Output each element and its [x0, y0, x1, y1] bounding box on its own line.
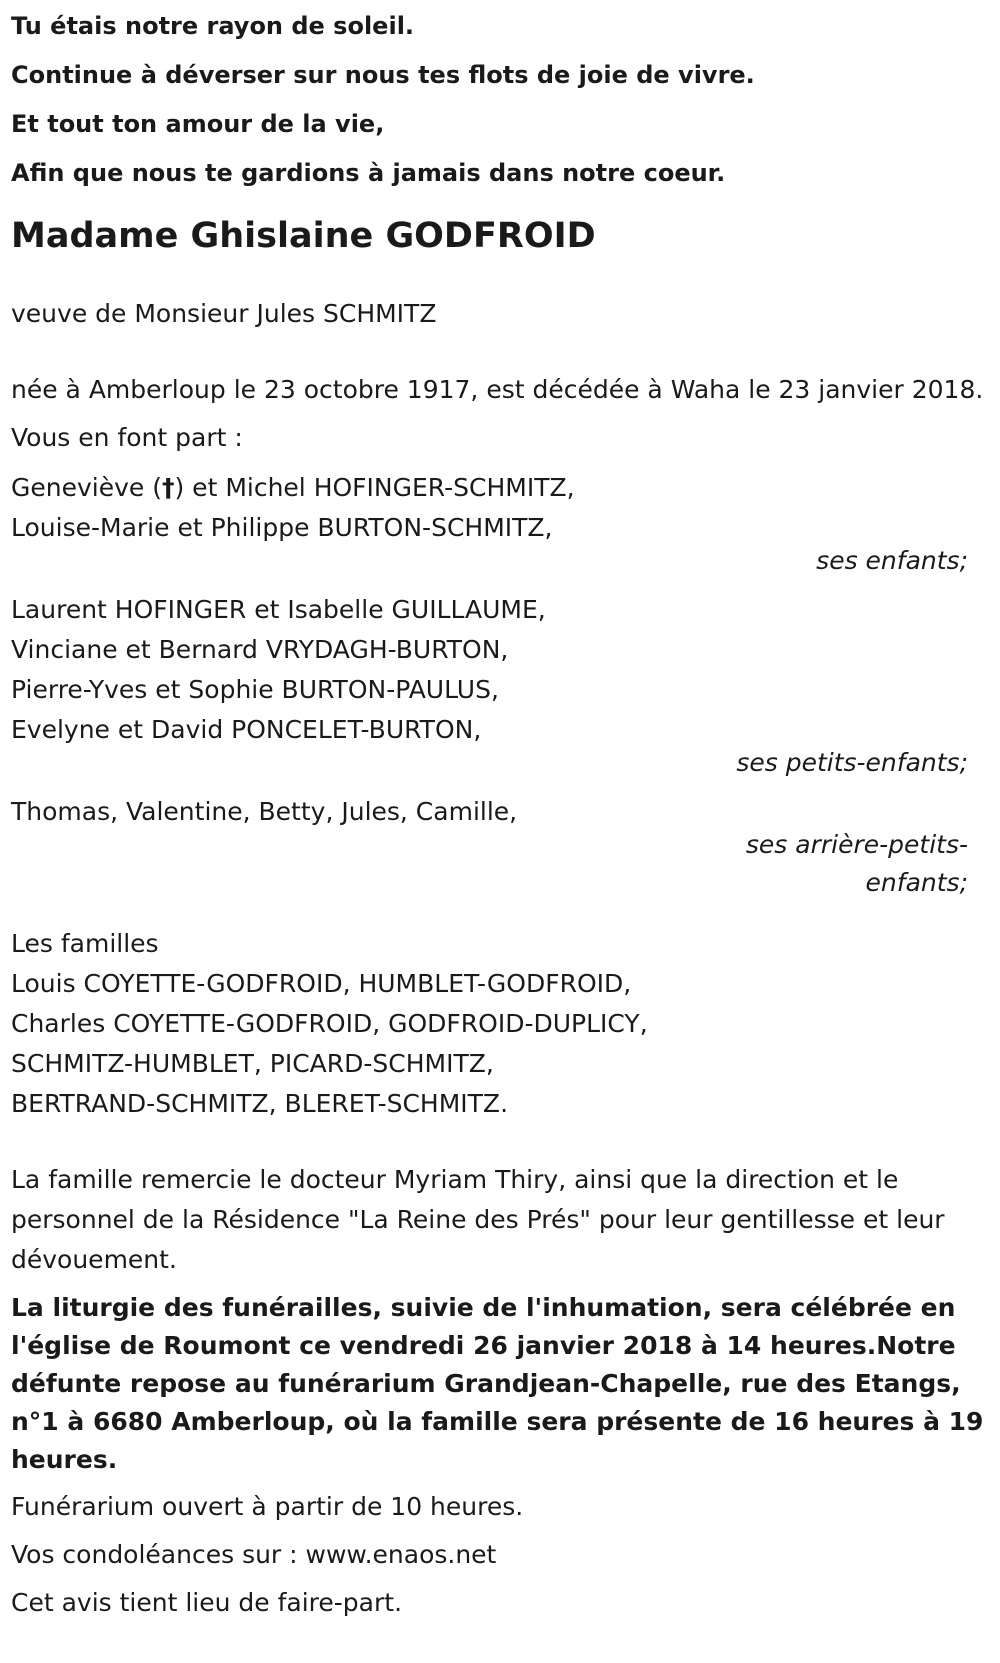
great-grandchildren-line: Thomas, Valentine, Betty, Jules, Camille, [11, 797, 518, 826]
notice-line: Cet avis tient lieu de faire-part. [11, 1588, 403, 1617]
grandchildren-role: ses petits-enfants; [736, 748, 968, 777]
children-line-1 [11, 468, 988, 508]
grandchildren-line: Pierre-Yves et Sophie BURTON-PAULUS, [11, 675, 499, 704]
great-grandchildren-role-line-1: ses arrière-petits- [745, 830, 968, 859]
great-grandchildren-role-line-2: enfants; [865, 868, 968, 897]
poem [11, 0, 988, 198]
poem-line: Continue à déverser sur nous tes flots de joie de vivre. [11, 61, 755, 89]
grandchildren-line: Vinciane et Bernard VRYDAGH-BURTON, [11, 635, 509, 664]
birth-death-line: née à Amberloup le 23 octobre 1917, est décédée à Waha le 23 janvier 2018. [11, 375, 984, 404]
families-line: BERTRAND-SCHMITZ, BLERET-SCHMITZ. [11, 1089, 509, 1118]
liturgy-paragraph: La liturgie des funérailles, suivie de l'inhumation, sera célébrée en l'église de Roumont ce vendredi 26 janvier 2018 à 14 heures.Notre défunte repose au funérarium Grandjean-Chapelle, rue des Etangs, n°1 à 6680 Amberloup, où la famille sera présente de 16 heures à 19 heures. [11, 1293, 984, 1474]
condolences-line: Vos condoléances sur : www.enaos.net [11, 1540, 497, 1569]
grandchildren-group [11, 590, 988, 782]
families-line: Louis COYETTE-GODFROID, HUMBLET-GODFROID, [11, 969, 632, 998]
intro-line: Vous en font part : [11, 423, 243, 452]
cross-icon: † [161, 473, 175, 502]
children-line-2: Louise-Marie et Philippe BURTON-SCHMITZ, [11, 513, 553, 542]
families-line: Charles COYETTE-GODFROID, GODFROID-DUPLICY, [11, 1009, 648, 1038]
great-grandchildren-role [11, 826, 988, 902]
children-line-1-end: ) et Michel HOFINGER-SCHMITZ, [174, 473, 575, 502]
families-group [11, 924, 988, 1124]
great-grandchildren-group [11, 792, 988, 902]
poem-line: Tu étais notre rayon de soleil. [11, 12, 415, 40]
children-line-1-start: Geneviève ( [11, 473, 162, 502]
children-group [11, 468, 988, 580]
grandchildren-line: Laurent HOFINGER et Isabelle GUILLAUME, [11, 595, 546, 624]
spouse-line: veuve de Monsieur Jules SCHMITZ [11, 299, 437, 328]
thanks-paragraph: La famille remercie le docteur Myriam Thiry, ainsi que la direction et le personnel de la Résidence "La Reine des Prés" pour leur gentillesse et leur dévouement. [11, 1165, 945, 1274]
children-role: ses enfants; [816, 546, 968, 575]
poem-line: Et tout ton amour de la vie, [11, 110, 385, 138]
families-line: SCHMITZ-HUMBLET, PICARD-SCHMITZ, [11, 1049, 494, 1078]
funerarium-hours: Funérarium ouvert à partir de 10 heures. [11, 1492, 524, 1521]
grandchildren-line: Evelyne et David PONCELET-BURTON, [11, 715, 482, 744]
poem-line: Afin que nous te gardions à jamais dans notre coeur. [11, 159, 726, 187]
deceased-name: Madame Ghislaine GODFROID [11, 216, 596, 256]
families-heading: Les familles [11, 929, 159, 958]
